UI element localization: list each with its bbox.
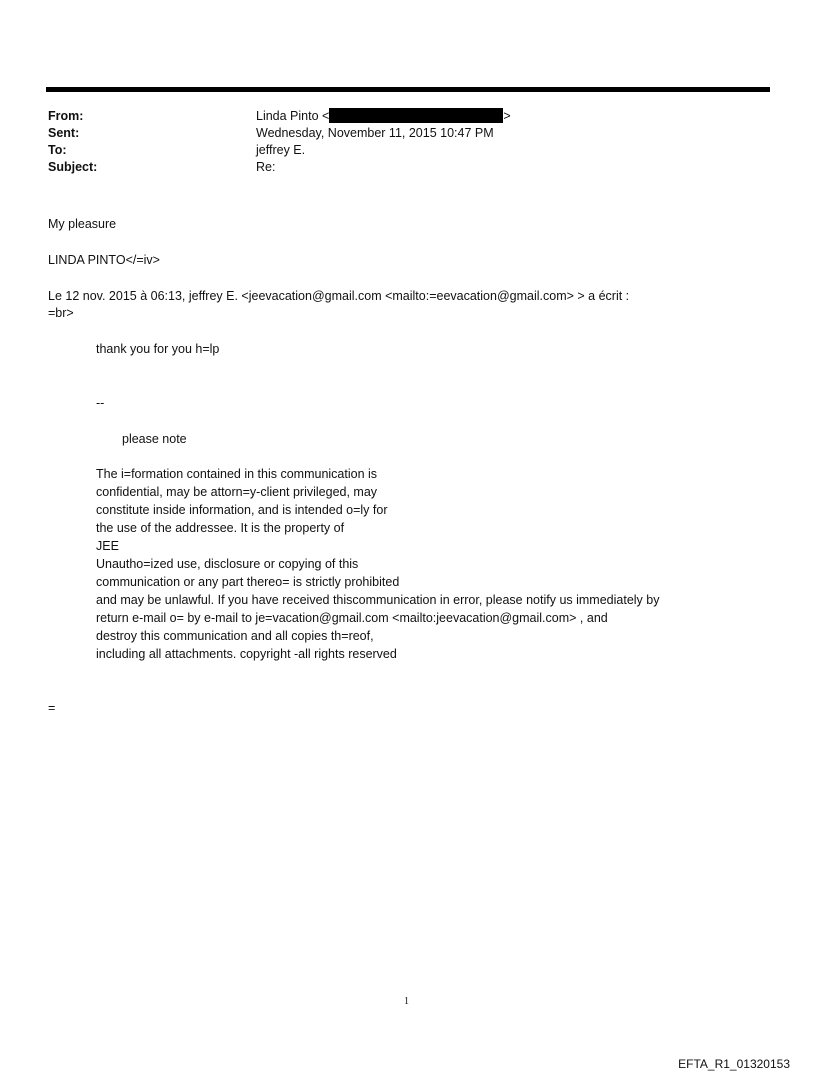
body-line: JEE: [96, 539, 119, 553]
header-rule: [46, 87, 770, 92]
body-line: return e-mail o= by e-mail to je=vacation@gmail.com <mailto:jeevacation@gmail.com> , and: [96, 611, 608, 625]
sent-label: Sent:: [48, 126, 80, 140]
body-line: Unautho=ized use, disclosure or copying of this: [96, 557, 359, 571]
body-line: and may be unlawful. If you have received thiscommunication in error, please notify us immediately by: [96, 593, 660, 607]
body-line: The i=formation contained in this communication is: [96, 467, 378, 481]
sent-value: Wednesday, November 11, 2015 10:47 PM: [256, 126, 494, 140]
redaction-block: [329, 108, 503, 123]
from-label: From:: [48, 109, 84, 123]
body-line: Le 12 nov. 2015 à 06:13, jeffrey E. <jeevacation@gmail.com <mailto:=eevacation@gmail.com> > a écrit :: [48, 289, 630, 303]
body-line: thank you for you h=lp: [96, 342, 220, 356]
body-line: destroy this communication and all copies th=reof,: [96, 629, 374, 643]
body-line: the use of the addressee. It is the property of: [96, 521, 345, 535]
from-name: Linda Pinto <: [256, 109, 330, 123]
body-line: =br>: [48, 306, 74, 320]
page-number: 1: [404, 996, 409, 1007]
to-label: To:: [48, 143, 67, 157]
body-line: communication or any part thereo= is strictly prohibited: [96, 575, 400, 589]
subject-label: Subject:: [48, 160, 98, 174]
body-line: constitute inside information, and is intended o=ly for: [96, 503, 388, 517]
subject-value: Re:: [256, 160, 276, 174]
from-close: >: [503, 109, 511, 123]
body-line: including all attachments. copyright -all rights reserved: [96, 647, 397, 661]
body-line: LINDA PINTO</=iv>: [48, 253, 160, 267]
from-value: [256, 108, 511, 124]
body-line: please note: [122, 432, 187, 446]
body-line: --: [96, 396, 105, 410]
document-id: EFTA_R1_01320153: [678, 1057, 790, 1071]
to-value: jeffrey E.: [256, 143, 306, 157]
body-line: confidential, may be attorn=y-client privileged, may: [96, 485, 378, 499]
body-line: =: [48, 701, 56, 715]
body-line: My pleasure: [48, 217, 117, 231]
